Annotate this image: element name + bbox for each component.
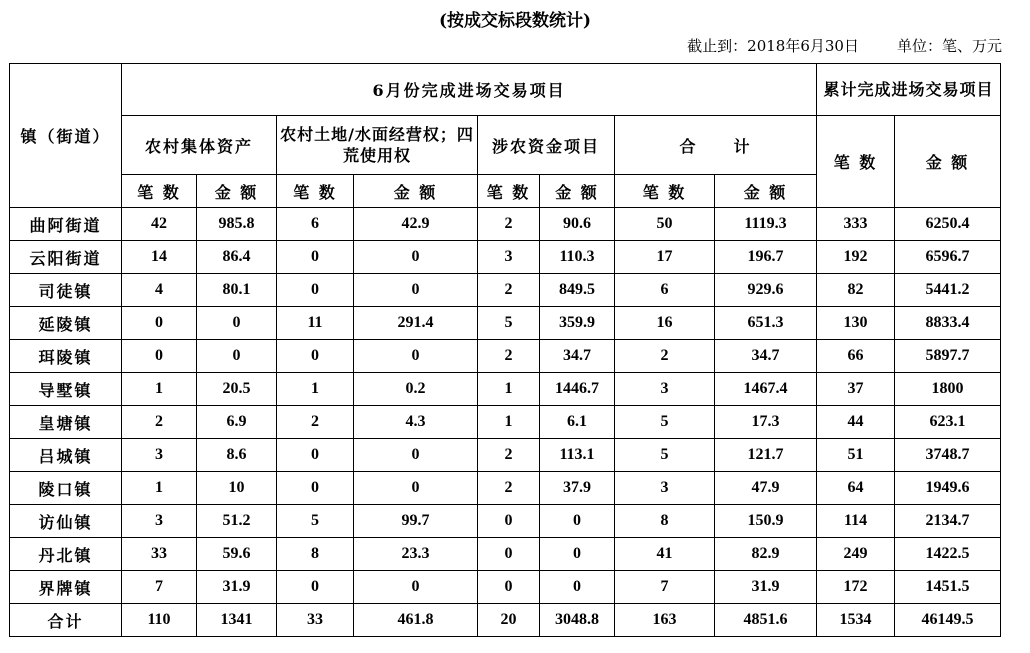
value-cell: 1422.5 [895, 538, 1001, 571]
header-town: 镇（街道） [10, 64, 122, 208]
value-cell: 2 [478, 439, 540, 472]
value-cell: 461.8 [354, 604, 478, 637]
value-cell: 4851.6 [715, 604, 817, 637]
value-cell: 0 [354, 439, 478, 472]
value-cell: 66 [817, 340, 895, 373]
value-cell: 23.3 [354, 538, 478, 571]
value-cell: 0 [277, 472, 354, 505]
header-cum-amount: 金 额 [895, 116, 1001, 208]
value-cell: 11 [277, 307, 354, 340]
value-cell: 1800 [895, 373, 1001, 406]
value-cell: 163 [615, 604, 715, 637]
town-name-cell: 合计 [10, 604, 122, 637]
value-cell: 0 [122, 307, 197, 340]
value-cell: 64 [817, 472, 895, 505]
value-cell: 1 [478, 406, 540, 439]
header-count: 笔 数 [615, 175, 715, 208]
value-cell: 110 [122, 604, 197, 637]
value-cell: 37.9 [540, 472, 615, 505]
value-cell: 2 [478, 472, 540, 505]
value-cell: 5441.2 [895, 274, 1001, 307]
value-cell: 0 [277, 241, 354, 274]
value-cell: 4 [122, 274, 197, 307]
value-cell: 2 [277, 406, 354, 439]
value-cell: 14 [122, 241, 197, 274]
value-cell: 113.1 [540, 439, 615, 472]
header-amount: 金 额 [715, 175, 817, 208]
unit-note: 单位：笔、万元 [896, 37, 1002, 55]
value-cell: 359.9 [540, 307, 615, 340]
value-cell: 0 [478, 538, 540, 571]
town-name-cell: 曲阿街道 [10, 208, 122, 241]
value-cell: 34.7 [540, 340, 615, 373]
value-cell: 20 [478, 604, 540, 637]
transaction-table [9, 63, 1001, 637]
header-count: 笔 数 [277, 175, 354, 208]
value-cell: 4.3 [354, 406, 478, 439]
table-row [10, 307, 1001, 340]
value-cell: 0 [354, 571, 478, 604]
value-cell: 47.9 [715, 472, 817, 505]
town-name-cell: 丹北镇 [10, 538, 122, 571]
value-cell: 291.4 [354, 307, 478, 340]
header-june: 6月份完成进场交易项目 [122, 64, 817, 116]
value-cell: 2 [615, 340, 715, 373]
value-cell: 0 [197, 307, 277, 340]
header-amount: 金 额 [354, 175, 478, 208]
value-cell: 33 [277, 604, 354, 637]
value-cell: 172 [817, 571, 895, 604]
header-count: 笔 数 [478, 175, 540, 208]
value-cell: 31.9 [197, 571, 277, 604]
value-cell: 80.1 [197, 274, 277, 307]
value-cell: 130 [817, 307, 895, 340]
value-cell: 90.6 [540, 208, 615, 241]
value-cell: 192 [817, 241, 895, 274]
value-cell: 0 [277, 340, 354, 373]
value-cell: 2 [478, 208, 540, 241]
value-cell: 34.7 [715, 340, 817, 373]
header-count: 笔 数 [122, 175, 197, 208]
table-row [10, 472, 1001, 505]
value-cell: 0 [540, 505, 615, 538]
value-cell: 0 [540, 571, 615, 604]
value-cell: 50 [615, 208, 715, 241]
table-row [10, 340, 1001, 373]
value-cell: 99.7 [354, 505, 478, 538]
town-name-cell: 司徒镇 [10, 274, 122, 307]
value-cell: 82 [817, 274, 895, 307]
value-cell: 86.4 [197, 241, 277, 274]
value-cell: 985.8 [197, 208, 277, 241]
table-row [10, 538, 1001, 571]
value-cell: 7 [615, 571, 715, 604]
table-row [10, 373, 1001, 406]
value-cell: 0 [354, 340, 478, 373]
value-cell: 37 [817, 373, 895, 406]
value-cell: 5 [277, 505, 354, 538]
value-cell: 849.5 [540, 274, 615, 307]
town-name-cell: 皇塘镇 [10, 406, 122, 439]
value-cell: 1467.4 [715, 373, 817, 406]
value-cell: 1 [478, 373, 540, 406]
value-cell: 5 [615, 406, 715, 439]
value-cell: 0 [122, 340, 197, 373]
value-cell: 929.6 [715, 274, 817, 307]
value-cell: 41 [615, 538, 715, 571]
table-row [10, 274, 1001, 307]
value-cell: 1534 [817, 604, 895, 637]
value-cell: 0 [540, 538, 615, 571]
value-cell: 51 [817, 439, 895, 472]
value-cell: 42.9 [354, 208, 478, 241]
value-cell: 6 [615, 274, 715, 307]
town-name-cell: 访仙镇 [10, 505, 122, 538]
cutoff-date: 截止到：2018年6月30日 [687, 37, 859, 55]
value-cell: 1 [277, 373, 354, 406]
header-amount: 金 额 [197, 175, 277, 208]
value-cell: 7 [122, 571, 197, 604]
value-cell: 0 [277, 571, 354, 604]
value-cell: 3 [615, 373, 715, 406]
town-name-cell: 吕城镇 [10, 439, 122, 472]
town-name-cell: 延陵镇 [10, 307, 122, 340]
value-cell: 20.5 [197, 373, 277, 406]
value-cell: 114 [817, 505, 895, 538]
value-cell: 6 [277, 208, 354, 241]
header-group-total: 合 计 [615, 116, 817, 175]
value-cell: 2 [478, 340, 540, 373]
value-cell: 5897.7 [895, 340, 1001, 373]
table-row [10, 604, 1001, 637]
value-cell: 82.9 [715, 538, 817, 571]
value-cell: 2134.7 [895, 505, 1001, 538]
value-cell: 2 [478, 274, 540, 307]
value-cell: 0 [354, 241, 478, 274]
value-cell: 5 [615, 439, 715, 472]
value-cell: 10 [197, 472, 277, 505]
town-name-cell: 界牌镇 [10, 571, 122, 604]
value-cell: 8833.4 [895, 307, 1001, 340]
value-cell: 196.7 [715, 241, 817, 274]
value-cell: 42 [122, 208, 197, 241]
town-name-cell: 陵口镇 [10, 472, 122, 505]
value-cell: 1 [122, 373, 197, 406]
value-cell: 0 [478, 505, 540, 538]
table-meta [687, 35, 1002, 56]
value-cell: 17.3 [715, 406, 817, 439]
value-cell: 1949.6 [895, 472, 1001, 505]
value-cell: 3 [478, 241, 540, 274]
value-cell: 1446.7 [540, 373, 615, 406]
town-name-cell: 导墅镇 [10, 373, 122, 406]
header-group-land-water: 农村土地/水面经营权；四荒使用权 [277, 116, 478, 175]
value-cell: 6.9 [197, 406, 277, 439]
value-cell: 2 [122, 406, 197, 439]
value-cell: 44 [817, 406, 895, 439]
value-cell: 5 [478, 307, 540, 340]
value-cell: 110.3 [540, 241, 615, 274]
value-cell: 46149.5 [895, 604, 1001, 637]
value-cell: 51.2 [197, 505, 277, 538]
value-cell: 33 [122, 538, 197, 571]
value-cell: 1119.3 [715, 208, 817, 241]
header-cumulative: 累计完成进场交易项目 [817, 64, 1001, 116]
value-cell: 249 [817, 538, 895, 571]
value-cell: 1 [122, 472, 197, 505]
value-cell: 3 [122, 505, 197, 538]
value-cell: 623.1 [895, 406, 1001, 439]
value-cell: 3748.7 [895, 439, 1001, 472]
table-caption: (按成交标段数统计) [438, 11, 592, 31]
value-cell: 16 [615, 307, 715, 340]
value-cell: 0 [354, 274, 478, 307]
table-row [10, 208, 1001, 241]
header-amount: 金 额 [540, 175, 615, 208]
value-cell: 651.3 [715, 307, 817, 340]
table-row [10, 241, 1001, 274]
table-row [10, 406, 1001, 439]
town-name-cell: 珥陵镇 [10, 340, 122, 373]
value-cell: 1341 [197, 604, 277, 637]
header-group-collective-assets: 农村集体资产 [122, 116, 277, 175]
value-cell: 121.7 [715, 439, 817, 472]
table-row [10, 571, 1001, 604]
value-cell: 8 [615, 505, 715, 538]
value-cell: 8.6 [197, 439, 277, 472]
value-cell: 6596.7 [895, 241, 1001, 274]
header-cum-count: 笔 数 [817, 116, 895, 208]
value-cell: 3 [615, 472, 715, 505]
table-row [10, 439, 1001, 472]
value-cell: 3048.8 [540, 604, 615, 637]
value-cell: 0 [354, 472, 478, 505]
value-cell: 0 [277, 274, 354, 307]
value-cell: 6.1 [540, 406, 615, 439]
value-cell: 6250.4 [895, 208, 1001, 241]
header-group-agri-funds: 涉农资金项目 [478, 116, 615, 175]
value-cell: 31.9 [715, 571, 817, 604]
value-cell: 150.9 [715, 505, 817, 538]
value-cell: 3 [122, 439, 197, 472]
value-cell: 17 [615, 241, 715, 274]
value-cell: 0 [277, 439, 354, 472]
town-name-cell: 云阳街道 [10, 241, 122, 274]
value-cell: 1451.5 [895, 571, 1001, 604]
value-cell: 333 [817, 208, 895, 241]
value-cell: 0.2 [354, 373, 478, 406]
value-cell: 8 [277, 538, 354, 571]
value-cell: 0 [478, 571, 540, 604]
value-cell: 0 [197, 340, 277, 373]
table-row [10, 505, 1001, 538]
value-cell: 59.6 [197, 538, 277, 571]
